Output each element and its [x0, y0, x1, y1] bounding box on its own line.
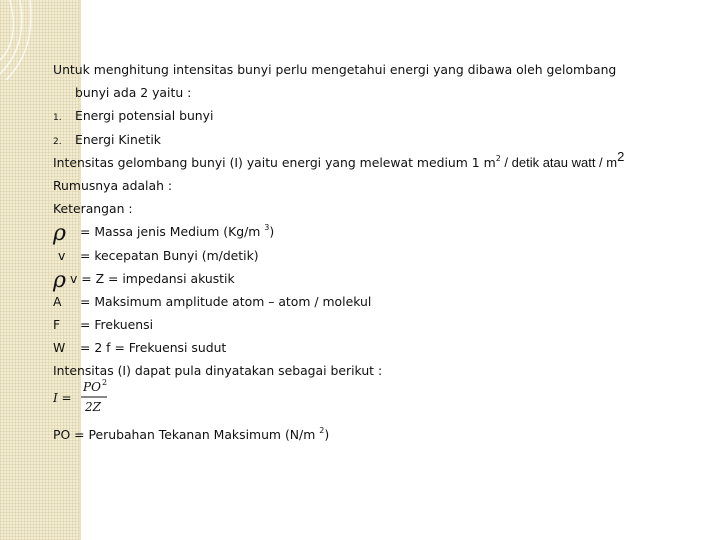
- po-definition-text: PO = Perubahan Tekanan Maksimum (N/m: [53, 427, 320, 442]
- list-item: [53, 128, 693, 151]
- legend-row-a: [53, 290, 693, 313]
- formula-numerator: PO: [83, 380, 101, 394]
- superscript: 2: [495, 153, 501, 163]
- legend-heading: [53, 197, 693, 220]
- slide-content: [53, 58, 693, 383]
- list-number: 1.: [53, 113, 62, 124]
- legend-text: = kecepatan Bunyi (m/detik): [80, 247, 259, 263]
- intro-text: Untuk menghitung intensitas bunyi perlu mengetahui energi yang dibawa oleh gelombang: [53, 62, 617, 77]
- po-definition-text: ): [324, 427, 330, 442]
- legend-text: = Maksimum amplitude atom – atom / molekul: [80, 293, 372, 309]
- legend-symbol: F: [53, 317, 61, 333]
- intensity-alt-text: Intensitas (I) dapat pula dinyatakan sebagai berikut :: [53, 363, 383, 379]
- superscript: 2: [617, 148, 625, 164]
- intensity-alt-line: [53, 359, 693, 382]
- legend-row-rho: [53, 220, 693, 247]
- legend-text: v = Z = impedansi akustik: [70, 270, 235, 286]
- intensity-definition-text: Intensitas gelombang bunyi (I) yaitu energi yang melewat medium 1 m: [53, 154, 496, 170]
- legend-text: ): [269, 224, 275, 240]
- list-item-label: Energi Kinetik: [75, 131, 161, 147]
- legend-text: = Massa jenis Medium (Kg/m: [80, 224, 265, 240]
- formula-numerator-sup: 2: [102, 378, 108, 387]
- formula-denominator: 2Z: [85, 400, 101, 414]
- formula-lhs: I =: [53, 391, 72, 405]
- rho-symbol: ρ: [53, 221, 66, 247]
- legend-heading-text: Keterangan :: [53, 201, 133, 217]
- list-number: 2.: [53, 136, 62, 147]
- legend-symbol: A: [53, 293, 62, 309]
- formula-intro-text: Rumusnya adalah :: [53, 177, 173, 193]
- po-definition: [53, 423, 329, 446]
- superscript: 3: [264, 223, 270, 233]
- list-item-label: Energi potensial bunyi: [75, 108, 214, 124]
- legend-symbol: v: [58, 247, 66, 263]
- intensity-definition: [53, 148, 693, 174]
- list-item: [53, 104, 693, 127]
- rho-symbol: ρ: [53, 267, 66, 293]
- legend-symbol: W: [53, 340, 66, 356]
- legend-row-v: [53, 244, 693, 267]
- legend-row-w: [53, 336, 693, 359]
- intensity-unit-text: / detik atau watt / m: [500, 154, 618, 170]
- legend-text: = 2 f = Frekuensi sudut: [80, 340, 227, 356]
- intro-line-continued: [53, 81, 693, 104]
- intensity-formula: [53, 378, 133, 418]
- intro-text-continued: bunyi ada 2 yaitu :: [75, 85, 192, 101]
- legend-text: = Frekuensi: [80, 317, 154, 333]
- intro-line: [53, 58, 693, 81]
- formula-intro: [53, 174, 693, 197]
- legend-row-f: [53, 313, 693, 336]
- superscript: 2: [319, 426, 325, 435]
- legend-row-z: [53, 267, 693, 293]
